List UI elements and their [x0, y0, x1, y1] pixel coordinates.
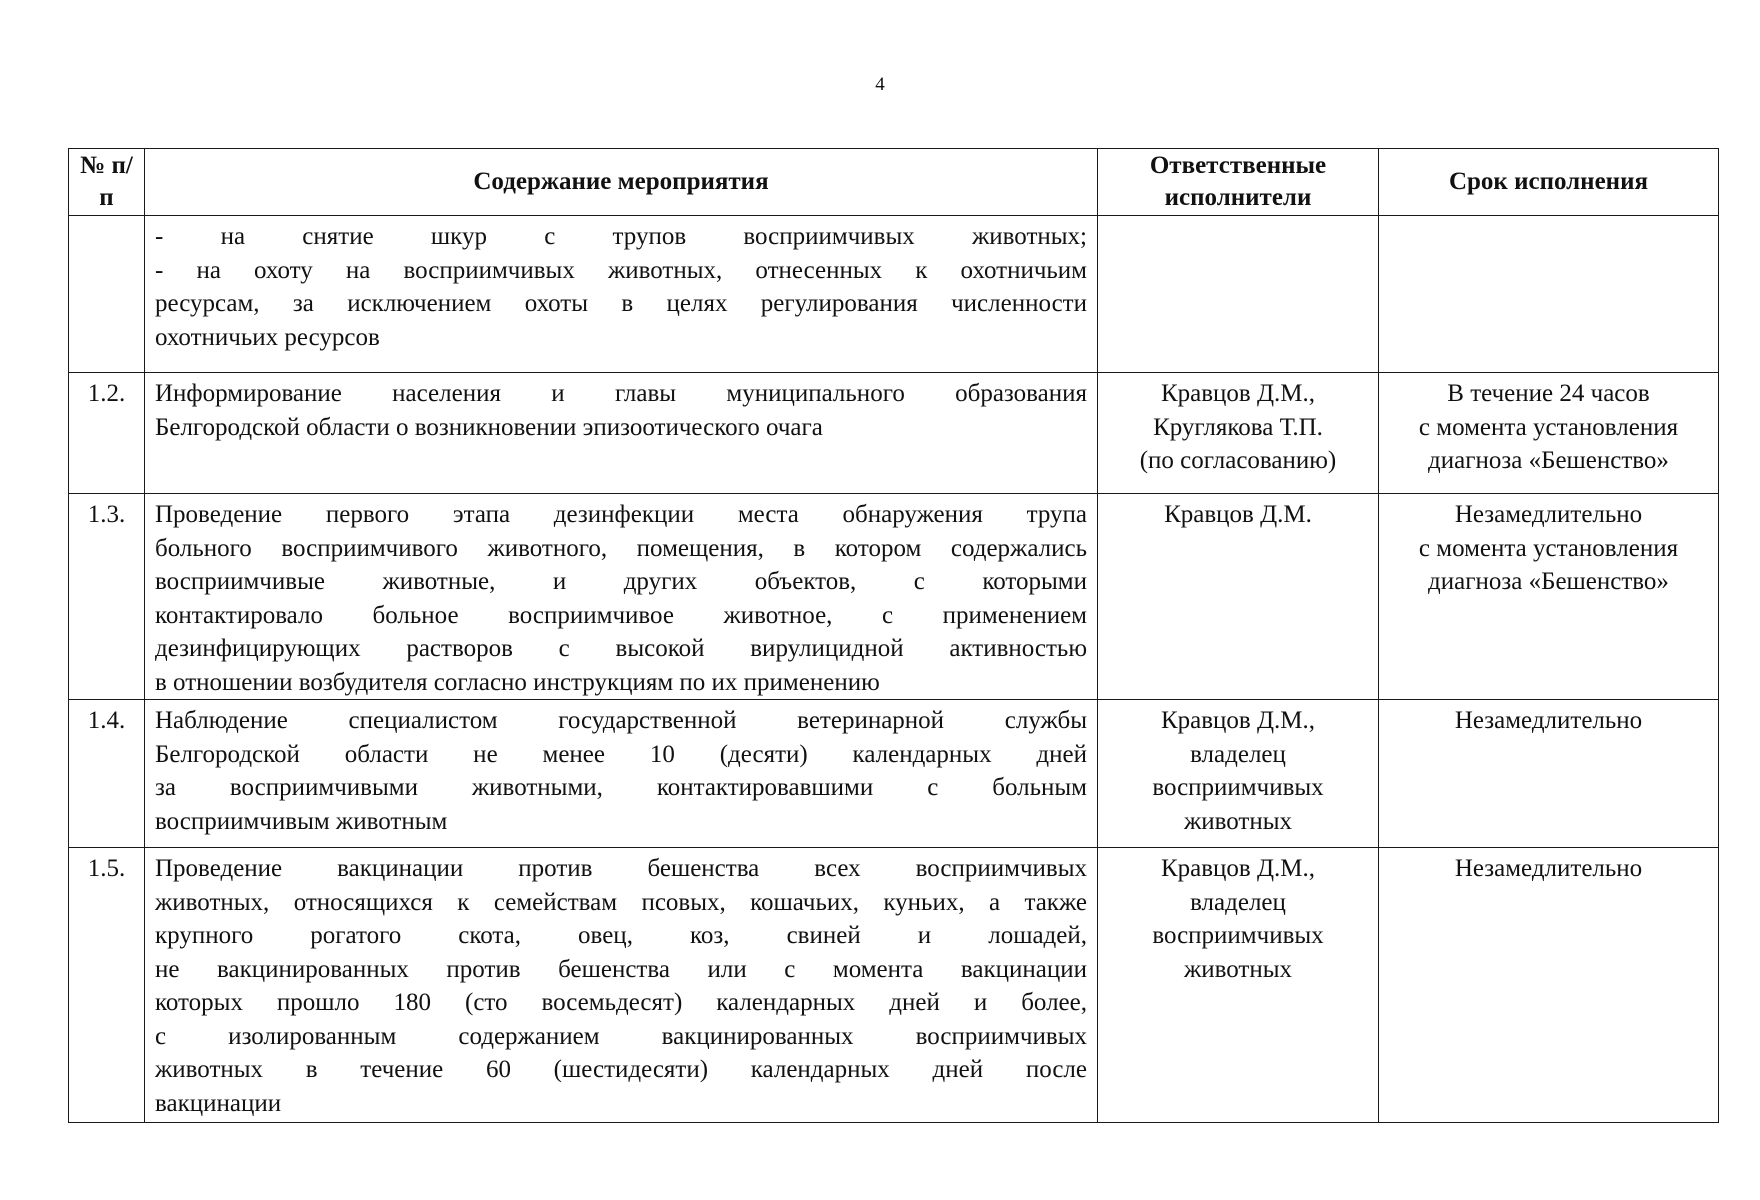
content-line: за восприимчивыми животными, контактировавшими с больным: [155, 774, 1087, 801]
table-body: [69, 216, 1719, 1123]
term-cell: [1379, 373, 1719, 494]
row-number-cell: 1.5.: [69, 848, 145, 1123]
term-cell: [1379, 848, 1719, 1123]
content-line: Белгородской области о возникновении эпизоотического очага: [155, 413, 823, 441]
content-line: больного восприимчивого животного, помещения, в котором содержались: [155, 534, 1087, 562]
content-line: с изолированным содержанием вакцинированных восприимчивых: [155, 1022, 1087, 1050]
content-line: крупного рогатого скота, овец, коз, свиней и лошадей,: [155, 922, 1087, 949]
responsible-cell: [1098, 216, 1379, 373]
responsible-line: владелец: [1190, 888, 1286, 916]
content-line: восприимчивым животным: [155, 807, 448, 835]
term-line: Незамедлительно: [1454, 707, 1643, 734]
responsible-line: животных: [1183, 807, 1293, 835]
content-line: не вакцинированных против бешенства или с момента вакцинации: [155, 955, 1087, 983]
header-responsible: Ответственные исполнители: [1098, 149, 1379, 216]
content-line: ресурсам, за исключением охоты в целях регулирования численности: [155, 290, 1087, 317]
header-term: Срок исполнения: [1379, 149, 1719, 216]
term-cell: [1379, 700, 1719, 848]
table-row: [69, 373, 1719, 494]
responsible-line: владелец: [1190, 740, 1286, 768]
content-line: животных, относящихся к семействам псовых, кошачьих, куньих, а также: [155, 888, 1087, 916]
content-line: - на снятие шкур с трупов восприимчивых животных;: [155, 223, 1087, 250]
table-row: [69, 848, 1719, 1123]
term-line: с момента установления: [1418, 413, 1679, 441]
term-line: В течение 24 часов: [1447, 380, 1650, 407]
content-line: в отношении возбудителя согласно инструкциям по их применению: [155, 668, 880, 696]
content-cell: [145, 216, 1098, 373]
responsible-cell: [1098, 848, 1379, 1123]
content-cell: [145, 373, 1098, 494]
responsible-line: животных: [1183, 955, 1293, 983]
content-cell: [145, 700, 1098, 848]
responsible-cell: [1098, 494, 1379, 700]
term-cell: [1379, 494, 1719, 700]
content-cell: [145, 848, 1098, 1123]
measures-table: [68, 148, 1719, 1123]
responsible-line: (по согласованию): [1139, 447, 1337, 474]
content-line: дезинфицирующих растворов с высокой вирулицидной активностью: [155, 635, 1087, 662]
row-number-cell: 1.3.: [69, 494, 145, 700]
content-line: восприимчивые животные, и других объектов, с которыми: [155, 568, 1087, 595]
content-cell: [145, 494, 1098, 700]
term-line: диагноза «Бешенство»: [1428, 447, 1669, 474]
content-line: Проведение первого этапа дезинфекции места обнаружения трупа: [155, 501, 1087, 528]
responsible-line: Кравцов Д.М.,: [1160, 380, 1316, 407]
responsible-cell: [1098, 700, 1379, 848]
content-line: животных в течение 60 (шестидесяти) календарных дней после: [155, 1056, 1087, 1083]
table-header-row: [69, 149, 1719, 216]
responsible-line: Круглякова Т.П.: [1153, 413, 1323, 441]
term-line: диагноза «Бешенство»: [1428, 568, 1669, 595]
measures-table-wrap: [68, 148, 1719, 1123]
content-line: охотничьих ресурсов: [155, 323, 380, 351]
responsible-line: Кравцов Д.М.: [1164, 501, 1312, 528]
content-line: Информирование населения и главы муниципального образования: [155, 380, 1087, 407]
content-line: контактировало больное восприимчивое животное, с применением: [155, 601, 1087, 629]
table-row: [69, 216, 1719, 373]
responsible-cell: [1098, 373, 1379, 494]
row-number-cell: 1.4.: [69, 700, 145, 848]
content-line: которых прошло 180 (сто восемьдесят) календарных дней и более,: [155, 989, 1087, 1016]
content-line: Наблюдение специалистом государственной ветеринарной службы: [155, 707, 1087, 734]
content-line: Проведение вакцинации против бешенства всех восприимчивых: [155, 855, 1087, 882]
responsible-line: Кравцов Д.М.,: [1160, 855, 1316, 882]
content-line: вакцинации: [155, 1089, 282, 1117]
content-line: Белгородской области не менее 10 (десяти) календарных дней: [155, 740, 1087, 768]
term-cell: [1379, 216, 1719, 373]
content-line: - на охоту на восприимчивых животных, отнесенных к охотничьим: [155, 256, 1087, 284]
responsible-line: восприимчивых: [1152, 922, 1324, 949]
responsible-line: восприимчивых: [1152, 774, 1324, 801]
table-row: [69, 494, 1719, 700]
term-line: Незамедлительно: [1454, 501, 1643, 528]
page-number: 4: [875, 74, 885, 95]
header-num: № п/п: [69, 149, 145, 216]
header-content: Содержание мероприятия: [145, 149, 1098, 216]
row-number-cell: [69, 216, 145, 373]
term-line: Незамедлительно: [1454, 855, 1643, 882]
table-row: [69, 700, 1719, 848]
row-number-cell: 1.2.: [69, 373, 145, 494]
term-line: с момента установления: [1418, 534, 1679, 562]
responsible-line: Кравцов Д.М.,: [1160, 707, 1316, 734]
